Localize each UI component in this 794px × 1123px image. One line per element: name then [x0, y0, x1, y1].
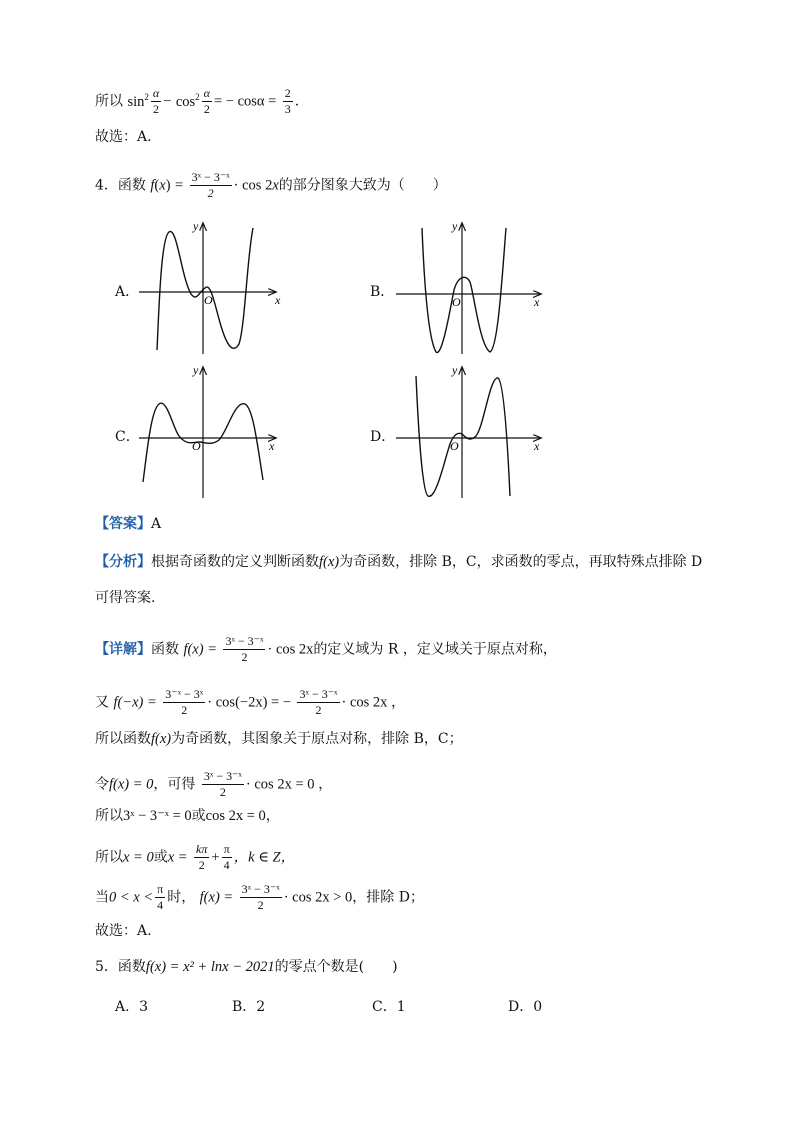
- fraction: $\frac{k\pi}{2}$: [196, 842, 208, 872]
- graph-b: [392, 218, 547, 358]
- curve-d: [416, 376, 510, 496]
- option-label-b: B．: [370, 284, 395, 300]
- origin-label: O: [450, 439, 459, 453]
- fraction: $\frac{\text{3ˣ − 3⁻ˣ}}{2}$: [241, 882, 280, 912]
- axis-y-label: y: [193, 363, 199, 377]
- question-stem: 的部分图象大致为（ ）: [278, 177, 447, 194]
- axis-x-label: x: [269, 439, 275, 453]
- origin-label: O: [452, 295, 461, 309]
- text: 所以: [95, 93, 123, 110]
- fraction: $\frac{\text{3ˣ − 3⁻ˣ}}{2}$: [299, 687, 338, 717]
- axis-y-label: y: [452, 363, 458, 377]
- graph-c: [135, 362, 285, 502]
- math-cos: $\cos^2$: [175, 91, 200, 110]
- axis-x-label: x: [275, 293, 281, 307]
- period: .: [294, 93, 300, 110]
- answer-value: A: [151, 516, 162, 532]
- question-4: 4．函数 f(x) = $\frac{\text{3ˣ − 3⁻ˣ}}{2}$ · cos 2x的部分图象大致为（ ）: [95, 170, 447, 200]
- math-sin: $\sin^2$: [127, 91, 149, 110]
- detail-line-3: 所以函数f(x)为奇函数，其图象关于原点对称，排除 B，C；: [95, 731, 463, 747]
- answer-line: [95, 514, 161, 534]
- fraction: $\frac{2}{3}$: [284, 86, 291, 116]
- option-a[interactable]: A．3: [115, 999, 149, 1015]
- axis-x-label: x: [534, 439, 540, 453]
- question-number: 5．函数: [95, 959, 146, 975]
- detail-line-1: 【详解】函数 f(x) = $\frac{\text{3ˣ − 3⁻ˣ}}{2}$ · cos 2x的定义域为 R ，定义域关于原点对称，: [95, 634, 557, 664]
- choose-line-1: 故选：A.: [95, 129, 152, 145]
- origin-label: O: [192, 439, 201, 453]
- solution-line-sin: [95, 86, 299, 117]
- option-b[interactable]: B．2: [232, 999, 266, 1015]
- question-stem: 的零点个数是( ): [274, 959, 398, 975]
- axis-y-label: y: [193, 219, 199, 233]
- analysis-tag: 【分析】: [95, 554, 151, 570]
- option-d[interactable]: D．0: [508, 999, 543, 1015]
- detail-line-4: 令f(x) = 0，可得 $\frac{\text{3ˣ − 3⁻ˣ}}{2}$ · cos 2x = 0 ，: [95, 769, 333, 799]
- analysis-line-2: 可得答案.: [95, 590, 156, 606]
- fraction: $\frac{\pi}{4}$: [157, 882, 164, 912]
- detail-line-7: 当0 < x < $\frac{\pi}{4}$ 时， f(x) = $\frac{\text{3ˣ − 3⁻ˣ}}{2}$ · cos 2x > 0，排除 D；: [95, 882, 424, 912]
- option-label-d: D．: [370, 429, 396, 445]
- fraction: $\frac{\text{3⁻ˣ − 3ˣ}}{2}$: [165, 687, 204, 717]
- fraction: $\frac{\alpha}{2}$: [152, 86, 160, 116]
- detail-line-6: 所以x = 0或x = $\frac{k\pi}{2}$ + $\frac{\pi}{4}$ ，k ∈ Z，: [95, 842, 296, 872]
- fraction: $\frac{\text{3ˣ − 3⁻ˣ}}{2}$: [225, 634, 264, 664]
- origin-label: O: [204, 293, 213, 307]
- minus: −: [163, 93, 172, 110]
- curve-a: [157, 228, 253, 350]
- analysis-line-1: 【分析】根据奇函数的定义判断函数f(x)为奇函数，排除 B，C，求函数的零点，再取特殊点排除 D: [95, 554, 703, 570]
- option-label-a: A．: [115, 284, 140, 300]
- answer-tag: 【答案】: [95, 516, 151, 532]
- graph-a: [135, 218, 285, 358]
- fraction: $\frac{\text{3ˣ − 3⁻ˣ}}{2}$: [191, 170, 230, 200]
- choose-line-2: 故选：A.: [95, 923, 152, 939]
- axis-x-label: x: [534, 295, 540, 309]
- option-label-c: C．: [115, 429, 140, 445]
- question-number: 4．函数: [95, 177, 146, 194]
- curve-b: [422, 228, 506, 353]
- fraction: $\frac{\pi}{4}$: [223, 842, 230, 872]
- fraction: $\frac{\text{3ˣ − 3⁻ˣ}}{2}$: [203, 769, 242, 799]
- axis-y-label: y: [452, 219, 458, 233]
- fraction: $\frac{\alpha}{2}$: [203, 86, 210, 116]
- question-5: 5．函数f(x) = x² + lnx − 2021的零点个数是( ): [95, 959, 398, 975]
- math-f: f: [150, 177, 155, 194]
- detail-line-2: 又 f(−x) = $\frac{\text{3⁻ˣ − 3ˣ}}{2}$ · cos(−2x) = − $\frac{\text{3ˣ − 3⁻ˣ}}{2}$ · cos 2x ，: [95, 687, 406, 717]
- equals: = − cosα =: [213, 93, 277, 110]
- option-c[interactable]: C．1: [372, 999, 406, 1015]
- detail-tag: 【详解】: [95, 641, 151, 658]
- detail-line-5: 所以3ˣ − 3⁻ˣ = 0或cos 2x = 0，: [95, 808, 280, 824]
- graph-d: [392, 362, 547, 502]
